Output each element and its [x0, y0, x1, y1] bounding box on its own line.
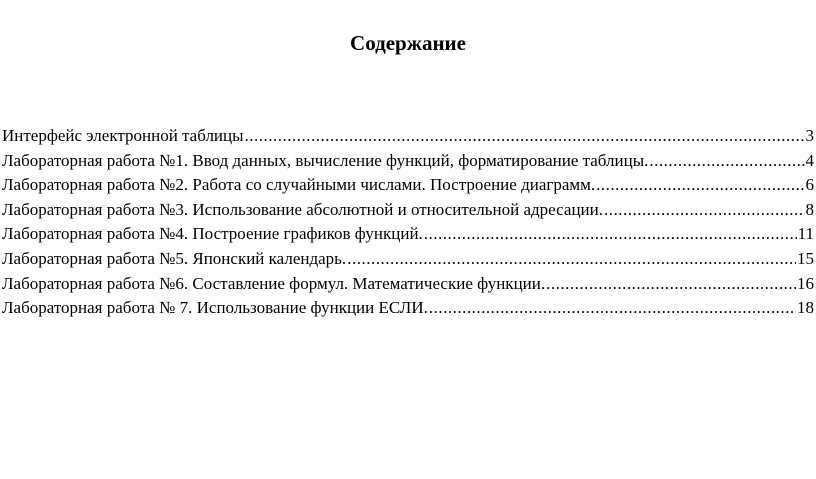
- toc-entry: [2, 198, 814, 223]
- toc-dot-leader: [429, 296, 796, 321]
- toc-page-number: 8: [805, 199, 814, 219]
- toc-entry: [2, 272, 814, 297]
- toc-page-number: 3: [805, 126, 814, 145]
- page-title: Содержание: [350, 31, 466, 55]
- toc-page-number: 18: [797, 298, 814, 318]
- toc-dot-leader: [649, 149, 804, 174]
- toc-entry: [2, 124, 814, 149]
- toc-entry-title: Лабораторная работа №5. Японский календарь.: [2, 248, 347, 268]
- toc-entry-title: Лабораторная работа №1. Ввод данных, вычисление функций, форматирование таблицы.: [2, 150, 649, 170]
- toc-entry-title: Лабораторная работа №6. Составление формул. Математические функции.: [2, 273, 546, 293]
- toc-dot-leader: [424, 222, 797, 247]
- toc-entry-title: Лабораторная работа №4. Построение графиков функций.: [2, 224, 423, 244]
- toc-page-number: 15: [797, 248, 814, 268]
- toc-page-number: 16: [797, 273, 814, 293]
- toc-entry-title: Лабораторная работа № 7. Использование функции ЕСЛИ.: [2, 298, 428, 318]
- toc-entry: [2, 149, 814, 174]
- toc-page-number: 11: [797, 224, 814, 244]
- toc-entry-title: Интерфейс электронной таблицы: [2, 126, 244, 145]
- toc-entry: [2, 222, 814, 247]
- toc-dot-leader: [347, 247, 796, 272]
- table-of-contents: [2, 124, 814, 321]
- toc-dot-leader: [604, 198, 805, 223]
- toc-entry-title: Лабораторная работа №3. Использование абсолютной и относительной адресации.: [2, 199, 603, 219]
- toc-page-number: 4: [805, 150, 814, 170]
- toc-entry: [2, 247, 814, 272]
- toc-entry: [2, 296, 814, 321]
- toc-dot-leader: [596, 173, 804, 198]
- toc-entry: [2, 173, 814, 198]
- toc-page-number: 6: [805, 175, 814, 195]
- toc-entry-title: Лабораторная работа №2. Работа со случайными числами. Построение диаграмм.: [2, 175, 596, 195]
- toc-dot-leader: [546, 272, 796, 297]
- toc-dot-leader: [245, 124, 805, 149]
